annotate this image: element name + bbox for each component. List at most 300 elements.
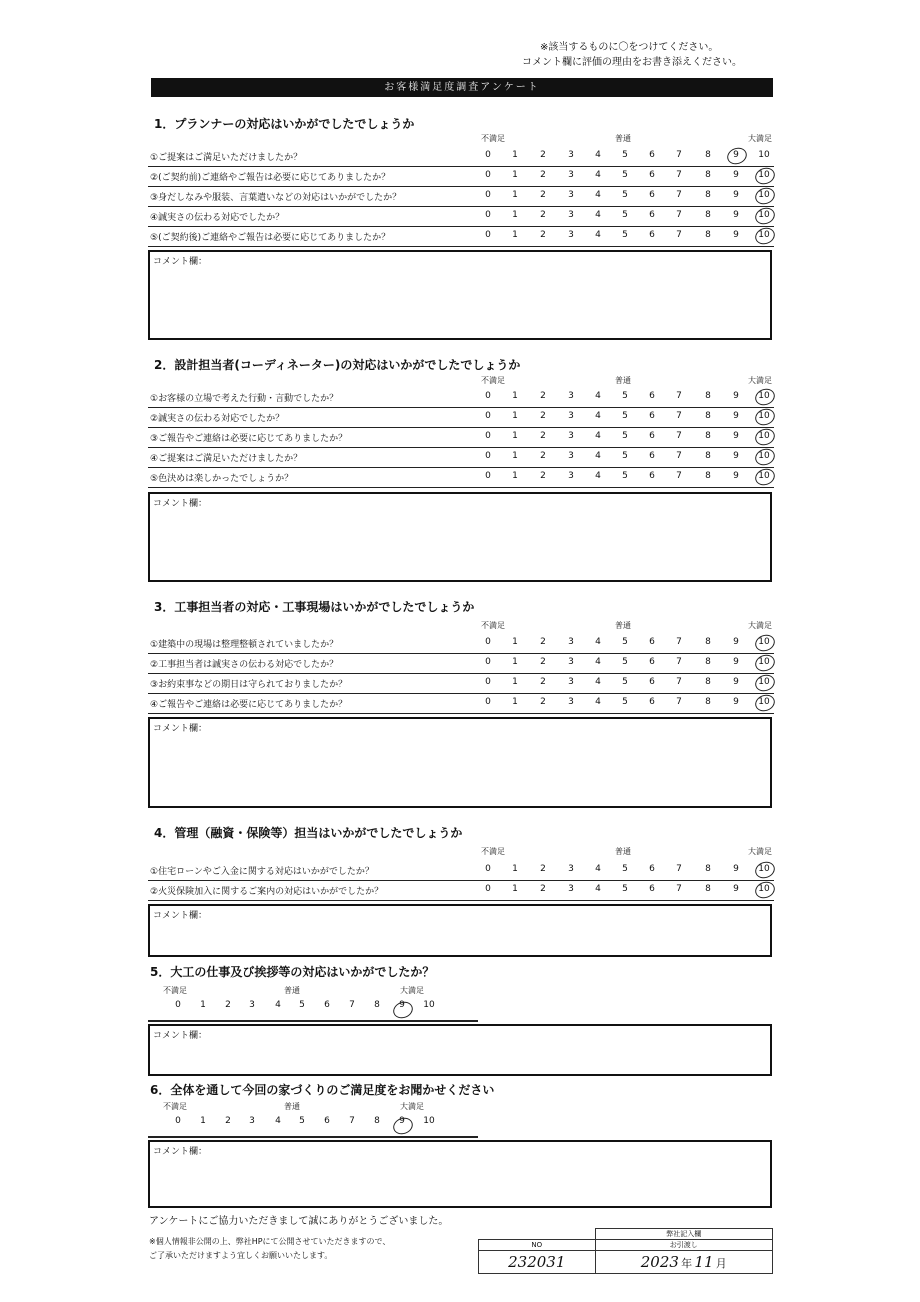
- question-text: ④ご提案はご満足いただけましたか？: [150, 454, 303, 464]
- rating-option[interactable]: 9: [733, 677, 739, 687]
- rating-option[interactable]: 10: [758, 150, 770, 160]
- question-text: ③ご報告やご連絡は必要に応じてありましたか？: [150, 434, 348, 444]
- rating-option[interactable]: 7: [676, 471, 682, 481]
- rating-option[interactable]: 7: [676, 864, 682, 874]
- rating-option[interactable]: 4: [595, 697, 601, 707]
- question-row: [148, 673, 774, 694]
- rating-option[interactable]: 0: [485, 884, 491, 894]
- rating-option[interactable]: 2: [540, 170, 546, 180]
- selected-circle-mark: [753, 406, 777, 428]
- rating-option[interactable]: 6: [649, 884, 655, 894]
- rating-option[interactable]: 8: [705, 884, 711, 894]
- rating-option[interactable]: 3: [568, 170, 574, 180]
- rating-option[interactable]: 4: [595, 884, 601, 894]
- rating-option[interactable]: 5: [299, 1116, 305, 1126]
- rating-option[interactable]: 4: [595, 637, 601, 647]
- rating-option[interactable]: 3: [568, 697, 574, 707]
- privacy-note-1: ※個人情報非公開の上、弊社HPにて公開させていただきますので、: [149, 1237, 391, 1246]
- rating-option[interactable]: 6: [649, 230, 655, 240]
- question-row: [148, 693, 774, 714]
- question-row: [148, 407, 774, 428]
- rating-option[interactable]: 10: [758, 471, 770, 481]
- rating-option[interactable]: 9: [733, 150, 739, 160]
- rating-option[interactable]: 10: [758, 391, 770, 401]
- office-header: 弊社記入欄: [595, 1229, 773, 1240]
- rating-option[interactable]: 4: [595, 170, 601, 180]
- rating-option[interactable]: 5: [622, 411, 628, 421]
- rating-option[interactable]: 7: [676, 451, 682, 461]
- rating-option[interactable]: 6: [649, 190, 655, 200]
- selected-circle-mark: [753, 165, 777, 187]
- rating-option[interactable]: 10: [423, 1116, 435, 1126]
- comment-box[interactable]: [148, 1140, 772, 1208]
- rating-option[interactable]: 4: [595, 657, 601, 667]
- section-title: 6．全体を通して今回の家づくりのご満足度をお聞かせください: [150, 1083, 495, 1097]
- rating-option[interactable]: 3: [568, 471, 574, 481]
- rating-option[interactable]: 9: [733, 411, 739, 421]
- rating-option[interactable]: 2: [540, 471, 546, 481]
- privacy-note-2: ご了承いただけますよう宜しくお願いいたします。: [149, 1251, 333, 1260]
- comment-box[interactable]: [148, 1024, 772, 1076]
- comment-label: コメント欄：: [153, 724, 208, 734]
- rating-option[interactable]: 10: [758, 677, 770, 687]
- rating-option[interactable]: 5: [622, 677, 628, 687]
- rating-option[interactable]: 10: [758, 170, 770, 180]
- rating-option[interactable]: 2: [540, 391, 546, 401]
- rating-option[interactable]: 8: [705, 411, 711, 421]
- rating-option[interactable]: 6: [649, 150, 655, 160]
- rating-option[interactable]: 8: [705, 471, 711, 481]
- question-row: [148, 427, 774, 448]
- question-row: [148, 226, 774, 247]
- rating-option[interactable]: 1: [512, 190, 518, 200]
- rating-option[interactable]: 8: [705, 190, 711, 200]
- question-text: ③お約束事などの期日は守られておりましたか？: [150, 680, 348, 690]
- office-no-label: NO: [479, 1240, 596, 1251]
- rating-option[interactable]: 0: [485, 657, 491, 667]
- rating-option[interactable]: 5: [622, 864, 628, 874]
- rating-option[interactable]: 6: [649, 210, 655, 220]
- office-handover-date: [595, 1251, 773, 1274]
- rating-option[interactable]: 1: [512, 411, 518, 421]
- scale-label-low: 不満足: [481, 376, 505, 385]
- rating-option[interactable]: 6: [649, 471, 655, 481]
- rating-option[interactable]: 8: [374, 1116, 380, 1126]
- comment-label: コメント欄：: [153, 257, 208, 267]
- rating-option[interactable]: 1: [512, 637, 518, 647]
- rating-option[interactable]: 2: [225, 1000, 231, 1010]
- rating-option[interactable]: 1: [512, 451, 518, 461]
- rating-option[interactable]: 3: [568, 190, 574, 200]
- rating-option[interactable]: 8: [705, 230, 711, 240]
- selected-circle-mark: [753, 652, 777, 674]
- rating-option[interactable]: 0: [485, 451, 491, 461]
- question-row: [148, 633, 774, 654]
- rating-option[interactable]: 10: [758, 190, 770, 200]
- rating-option[interactable]: 4: [595, 150, 601, 160]
- rating-option[interactable]: 9: [399, 1000, 405, 1010]
- office-no-handwritten: 232031: [508, 1253, 566, 1271]
- rating-option[interactable]: 2: [540, 411, 546, 421]
- selected-circle-mark: [753, 426, 777, 448]
- rating-option[interactable]: 2: [540, 697, 546, 707]
- rating-option[interactable]: 5: [622, 657, 628, 667]
- scale-label-mid: 普通: [615, 621, 631, 630]
- question-text: ④誠実さの伝わる対応でしたか？: [150, 213, 285, 223]
- rating-option[interactable]: 4: [595, 864, 601, 874]
- scale-underline: [148, 1136, 478, 1138]
- office-no-value: [479, 1251, 596, 1274]
- rating-option[interactable]: 0: [485, 170, 491, 180]
- question-text: ③身だしなみや服装、言葉遣いなどの対応はいかがでしたか？: [150, 193, 402, 203]
- rating-option[interactable]: 8: [705, 657, 711, 667]
- scale-label-mid: 普通: [284, 1102, 300, 1111]
- rating-option[interactable]: 5: [622, 150, 628, 160]
- rating-option[interactable]: 8: [705, 210, 711, 220]
- rating-option[interactable]: 10: [758, 657, 770, 667]
- rating-option[interactable]: 9: [733, 657, 739, 667]
- office-month-unit: 月: [715, 1257, 727, 1270]
- rating-option[interactable]: 4: [595, 431, 601, 441]
- rating-option[interactable]: 2: [540, 884, 546, 894]
- rating-option[interactable]: 8: [705, 697, 711, 707]
- rating-option[interactable]: 7: [676, 170, 682, 180]
- instruction-1: ※該当するものに〇をつけてください。: [540, 42, 719, 53]
- rating-option[interactable]: 10: [758, 230, 770, 240]
- rating-option[interactable]: 0: [175, 1000, 181, 1010]
- office-handover-label: お引渡し: [595, 1240, 773, 1251]
- question-text: ⑤色決めは楽しかったでしょうか？: [150, 474, 294, 484]
- rating-option[interactable]: 4: [595, 411, 601, 421]
- scale-label-high: 大満足: [748, 621, 772, 630]
- rating-option[interactable]: 10: [758, 697, 770, 707]
- rating-option[interactable]: 0: [485, 431, 491, 441]
- rating-option[interactable]: 7: [676, 150, 682, 160]
- rating-option[interactable]: 6: [649, 391, 655, 401]
- rating-option[interactable]: 0: [485, 190, 491, 200]
- rating-option[interactable]: 9: [733, 451, 739, 461]
- scale-label-mid: 普通: [615, 847, 631, 856]
- rating-option[interactable]: 4: [275, 1116, 281, 1126]
- rating-option[interactable]: 1: [512, 150, 518, 160]
- section-title: 4．管理（融資・保険等）担当はいかがでしたでしょうか: [154, 826, 463, 840]
- rating-option[interactable]: 4: [595, 210, 601, 220]
- question-row: [148, 186, 774, 207]
- instruction-2: コメント欄に評価の理由をお書き添えください。: [522, 57, 742, 68]
- rating-option[interactable]: 9: [733, 210, 739, 220]
- selected-circle-mark: [753, 466, 777, 488]
- rating-option[interactable]: 5: [622, 637, 628, 647]
- rating-option[interactable]: 3: [249, 1116, 255, 1126]
- rating-option[interactable]: 0: [485, 411, 491, 421]
- rating-option[interactable]: 2: [540, 677, 546, 687]
- rating-option[interactable]: 5: [622, 697, 628, 707]
- selected-circle-mark: [753, 859, 777, 881]
- rating-option[interactable]: 6: [649, 657, 655, 667]
- comment-label: コメント欄：: [153, 1147, 208, 1157]
- rating-option[interactable]: 10: [758, 637, 770, 647]
- thanks-text: アンケートにご協力いただきまして誠にありがとうございました。: [149, 1216, 449, 1227]
- rating-option[interactable]: 4: [275, 1000, 281, 1010]
- rating-option[interactable]: 1: [512, 431, 518, 441]
- rating-option[interactable]: 9: [733, 637, 739, 647]
- comment-label: コメント欄：: [153, 911, 208, 921]
- rating-option[interactable]: 3: [568, 864, 574, 874]
- rating-option[interactable]: 2: [225, 1116, 231, 1126]
- selected-circle-mark: [753, 185, 777, 207]
- rating-option[interactable]: 2: [540, 150, 546, 160]
- comment-box[interactable]: [148, 492, 772, 582]
- rating-option[interactable]: 1: [512, 471, 518, 481]
- rating-option[interactable]: 2: [540, 230, 546, 240]
- rating-option[interactable]: 10: [758, 210, 770, 220]
- selected-circle-mark: [753, 225, 777, 247]
- rating-option[interactable]: 5: [622, 451, 628, 461]
- rating-option[interactable]: 1: [512, 884, 518, 894]
- rating-option[interactable]: 1: [200, 1116, 206, 1126]
- section-title: 5．大工の仕事及び挨拶等の対応はいかがでしたか？: [150, 965, 435, 979]
- section-title: 2．設計担当者(コーディネーター)の対応はいかがでしたでしょうか: [154, 358, 521, 372]
- rating-option[interactable]: 2: [540, 637, 546, 647]
- question-text: ④ご報告やご連絡は必要に応じてありましたか？: [150, 700, 348, 710]
- selected-circle-mark: [753, 879, 777, 901]
- rating-option[interactable]: 10: [758, 864, 770, 874]
- rating-option[interactable]: 7: [676, 411, 682, 421]
- rating-option[interactable]: 2: [540, 210, 546, 220]
- question-row: [148, 880, 774, 901]
- scale-label-mid: 普通: [615, 376, 631, 385]
- question-text: ①住宅ローンやご入金に関する対応はいかがでしたか？: [150, 867, 374, 877]
- rating-option[interactable]: 5: [622, 170, 628, 180]
- rating-option[interactable]: 4: [595, 190, 601, 200]
- rating-option[interactable]: 5: [622, 190, 628, 200]
- rating-option[interactable]: 6: [649, 864, 655, 874]
- question-row: [148, 653, 774, 674]
- office-year-unit: 年: [681, 1257, 693, 1270]
- rating-option[interactable]: 8: [705, 150, 711, 160]
- rating-option[interactable]: 9: [733, 471, 739, 481]
- rating-option[interactable]: 6: [649, 697, 655, 707]
- rating-option[interactable]: 5: [299, 1000, 305, 1010]
- question-text: ①ご提案はご満足いただけましたか？: [150, 153, 303, 163]
- office-year: 2023: [640, 1253, 679, 1271]
- rating-option[interactable]: 3: [568, 230, 574, 240]
- rating-option[interactable]: 10: [758, 884, 770, 894]
- rating-option[interactable]: 8: [705, 391, 711, 401]
- question-row: [148, 860, 774, 881]
- rating-option[interactable]: 9: [733, 391, 739, 401]
- office-month: 11: [694, 1253, 714, 1271]
- comment-label: コメント欄：: [153, 499, 208, 509]
- survey-title-bar: お客様満足度調査アンケート: [151, 78, 773, 97]
- rating-option[interactable]: 4: [595, 451, 601, 461]
- scale-label-high: 大満足: [748, 847, 772, 856]
- rating-option[interactable]: 9: [733, 884, 739, 894]
- rating-option[interactable]: 10: [758, 431, 770, 441]
- rating-option[interactable]: 9: [733, 230, 739, 240]
- rating-option[interactable]: 6: [649, 637, 655, 647]
- rating-option[interactable]: 0: [485, 637, 491, 647]
- rating-option[interactable]: 7: [676, 657, 682, 667]
- rating-option[interactable]: 6: [324, 1116, 330, 1126]
- question-row: [148, 206, 774, 227]
- rating-option[interactable]: 7: [676, 210, 682, 220]
- rating-option[interactable]: 3: [568, 451, 574, 461]
- rating-option[interactable]: 7: [349, 1000, 355, 1010]
- scale-label-low: 不満足: [481, 621, 505, 630]
- rating-option[interactable]: 4: [595, 391, 601, 401]
- rating-option[interactable]: 5: [622, 391, 628, 401]
- question-row: [148, 467, 774, 488]
- scale-label-low: 不満足: [481, 134, 505, 143]
- scale-label-low: 不満足: [163, 986, 187, 995]
- rating-option[interactable]: 7: [349, 1116, 355, 1126]
- question-text: ②誠実さの伝わる対応でしたか？: [150, 414, 285, 424]
- selected-circle-mark: [725, 145, 749, 167]
- rating-option[interactable]: 7: [676, 431, 682, 441]
- rating-option[interactable]: 5: [622, 471, 628, 481]
- rating-option[interactable]: 3: [568, 210, 574, 220]
- rating-option[interactable]: 3: [568, 637, 574, 647]
- scale-label-high: 大満足: [400, 1102, 424, 1111]
- rating-option[interactable]: 9: [733, 431, 739, 441]
- selected-circle-mark: [753, 386, 777, 408]
- rating-option[interactable]: 5: [622, 884, 628, 894]
- section-title: 3．工事担当者の対応・工事現場はいかがでしたでしょうか: [154, 600, 475, 614]
- rating-option[interactable]: 8: [705, 677, 711, 687]
- rating-option[interactable]: 6: [649, 431, 655, 441]
- rating-option[interactable]: 8: [705, 431, 711, 441]
- rating-option[interactable]: 3: [568, 150, 574, 160]
- rating-option[interactable]: 9: [399, 1116, 405, 1126]
- question-text: ②(ご契約前)ご連絡やご報告は必要に応じてありましたか？: [150, 173, 391, 183]
- comment-box[interactable]: [148, 250, 772, 340]
- rating-option[interactable]: 0: [485, 471, 491, 481]
- rating-option[interactable]: 0: [485, 210, 491, 220]
- rating-option[interactable]: 6: [649, 677, 655, 687]
- question-row: [148, 447, 774, 468]
- rating-option[interactable]: 3: [568, 657, 574, 667]
- scale-label-mid: 普通: [615, 134, 631, 143]
- rating-option[interactable]: 8: [705, 637, 711, 647]
- rating-option[interactable]: 1: [512, 677, 518, 687]
- rating-option[interactable]: 1: [512, 210, 518, 220]
- comment-box[interactable]: [148, 904, 772, 957]
- question-row: [148, 146, 774, 167]
- scale-underline: [148, 1020, 478, 1022]
- rating-option[interactable]: 6: [649, 170, 655, 180]
- scale-label-low: 不満足: [481, 847, 505, 856]
- rating-option[interactable]: 4: [595, 677, 601, 687]
- rating-option[interactable]: 7: [676, 230, 682, 240]
- rating-option[interactable]: 7: [676, 884, 682, 894]
- rating-option[interactable]: 1: [512, 170, 518, 180]
- rating-option[interactable]: 2: [540, 657, 546, 667]
- rating-option[interactable]: 0: [485, 230, 491, 240]
- question-row: [148, 387, 774, 408]
- comment-box[interactable]: [148, 717, 772, 808]
- question-text: ⑤(ご契約後)ご連絡やご報告は必要に応じてありましたか？: [150, 233, 391, 243]
- rating-option[interactable]: 7: [676, 677, 682, 687]
- rating-option[interactable]: 3: [568, 677, 574, 687]
- rating-option[interactable]: 10: [758, 451, 770, 461]
- scale-label-high: 大満足: [748, 134, 772, 143]
- rating-option[interactable]: 6: [649, 451, 655, 461]
- rating-option[interactable]: 2: [540, 431, 546, 441]
- rating-option[interactable]: 0: [485, 150, 491, 160]
- rating-option[interactable]: 2: [540, 451, 546, 461]
- scale-label-high: 大満足: [748, 376, 772, 385]
- rating-option[interactable]: 3: [568, 411, 574, 421]
- rating-option[interactable]: 1: [512, 657, 518, 667]
- rating-option[interactable]: 1: [512, 391, 518, 401]
- rating-option[interactable]: 6: [324, 1000, 330, 1010]
- selected-circle-mark: [753, 446, 777, 468]
- rating-option[interactable]: 1: [512, 230, 518, 240]
- rating-option[interactable]: 10: [758, 411, 770, 421]
- rating-option[interactable]: 3: [568, 391, 574, 401]
- selected-circle-mark: [753, 205, 777, 227]
- rating-option[interactable]: 10: [423, 1000, 435, 1010]
- rating-option[interactable]: 7: [676, 391, 682, 401]
- rating-option[interactable]: 1: [512, 697, 518, 707]
- rating-option[interactable]: 4: [595, 230, 601, 240]
- rating-option[interactable]: 0: [485, 391, 491, 401]
- rating-option[interactable]: 1: [512, 864, 518, 874]
- selected-circle-mark: [753, 692, 777, 714]
- question-row: [148, 166, 774, 187]
- rating-option[interactable]: 1: [200, 1000, 206, 1010]
- scale-label-low: 不満足: [163, 1102, 187, 1111]
- comment-label: コメント欄：: [153, 1031, 208, 1041]
- rating-option[interactable]: 3: [568, 431, 574, 441]
- selected-circle-mark: [753, 632, 777, 654]
- rating-option[interactable]: 2: [540, 190, 546, 200]
- rating-option[interactable]: 9: [733, 864, 739, 874]
- rating-option[interactable]: 8: [705, 451, 711, 461]
- rating-option[interactable]: 5: [622, 210, 628, 220]
- rating-option[interactable]: 3: [568, 884, 574, 894]
- rating-option[interactable]: 0: [175, 1116, 181, 1126]
- question-text: ②工事担当者は誠実さの伝わる対応でしたか？: [150, 660, 339, 670]
- rating-option[interactable]: 7: [676, 697, 682, 707]
- rating-option[interactable]: 6: [649, 411, 655, 421]
- rating-option[interactable]: 9: [733, 190, 739, 200]
- rating-option[interactable]: 7: [676, 190, 682, 200]
- rating-option[interactable]: 0: [485, 677, 491, 687]
- rating-option[interactable]: 8: [705, 170, 711, 180]
- rating-option[interactable]: 9: [733, 170, 739, 180]
- office-use-table: [478, 1228, 773, 1274]
- scale-label-mid: 普通: [284, 986, 300, 995]
- section-title: 1．プランナーの対応はいかがでしたでしょうか: [154, 117, 415, 131]
- scale-label-high: 大満足: [400, 986, 424, 995]
- selected-circle-mark: [753, 672, 777, 694]
- question-text: ①建築中の現場は整理整頓されていましたか？: [150, 640, 339, 650]
- rating-option[interactable]: 7: [676, 637, 682, 647]
- rating-option[interactable]: 8: [705, 864, 711, 874]
- rating-option[interactable]: 9: [733, 697, 739, 707]
- rating-option[interactable]: 5: [622, 230, 628, 240]
- rating-option[interactable]: 8: [374, 1000, 380, 1010]
- rating-option[interactable]: 0: [485, 864, 491, 874]
- rating-option[interactable]: 4: [595, 471, 601, 481]
- rating-option[interactable]: 0: [485, 697, 491, 707]
- question-text: ①お客様の立場で考えた行動・言動でしたか？: [150, 394, 339, 404]
- rating-option[interactable]: 2: [540, 864, 546, 874]
- rating-option[interactable]: 5: [622, 431, 628, 441]
- rating-option[interactable]: 3: [249, 1000, 255, 1010]
